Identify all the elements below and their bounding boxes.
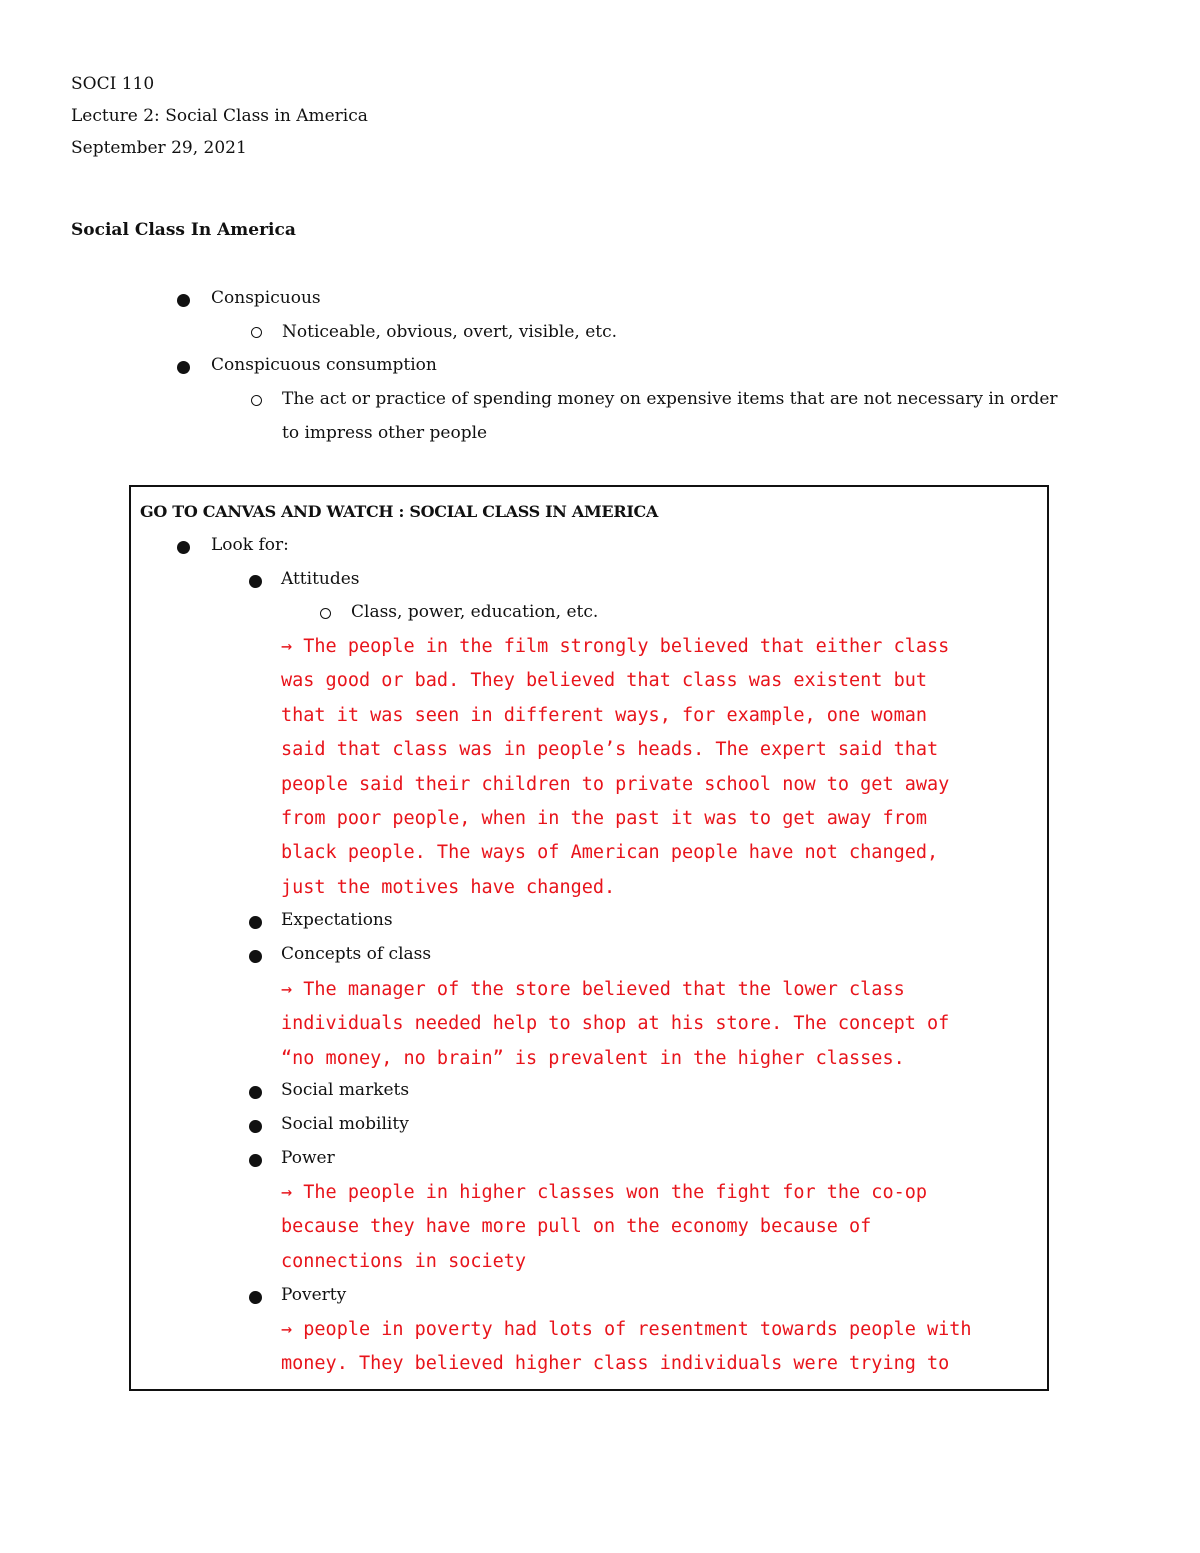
bullet-disc-icon — [249, 575, 262, 588]
note-line: was good or bad. They believed that class was existent but — [281, 670, 928, 692]
note-line: “no money, no brain” is prevalent in the higher classes. — [281, 1047, 905, 1069]
bullet-disc-icon — [249, 916, 262, 929]
note-line: black people. The ways of American people have not changed, — [281, 842, 939, 864]
bullet-disc-icon — [249, 950, 262, 963]
note-line: just the motives have changed. — [281, 876, 616, 898]
list-item-concepts: Concepts of class — [281, 944, 432, 964]
list-item-social-mobility: Social mobility — [281, 1114, 409, 1134]
list-item: Class, power, education, etc. — [351, 602, 599, 622]
note-line: said that class was in people’s heads. The expert said that — [281, 739, 939, 761]
note-line: → people in poverty had lots of resentment towards people with — [281, 1319, 972, 1340]
section-title: Social Class In America — [71, 220, 296, 240]
bullet-disc-icon — [249, 1154, 262, 1167]
list-item: Noticeable, obvious, overt, visible, etc. — [282, 322, 618, 342]
bullet-disc-icon — [177, 294, 190, 307]
power-note — [281, 1176, 927, 1279]
note-line: → The people in the film strongly believed that either class — [281, 636, 950, 657]
list-item: Conspicuous — [211, 288, 321, 308]
note-line: → The people in higher classes won the fight for the co-op — [281, 1182, 928, 1203]
bullet-disc-icon — [177, 541, 190, 554]
note-line: that it was seen in different ways, for example, one woman — [281, 704, 928, 726]
note-line: → The manager of the store believed that the lower class — [281, 979, 905, 1000]
lecture-title: Lecture 2: Social Class in America — [71, 106, 368, 126]
list-item: The act or practice of spending money on expensive items that are not necessary in order — [282, 389, 1058, 409]
concepts-note — [281, 973, 949, 1076]
list-item-poverty: Poverty — [281, 1285, 347, 1305]
list-item-power: Power — [281, 1148, 335, 1168]
list-item: Conspicuous consumption — [211, 355, 437, 375]
list-item-look-for: Look for: — [211, 535, 289, 555]
list-item-expectations: Expectations — [281, 910, 393, 930]
bullet-disc-icon — [249, 1291, 262, 1304]
course-code: SOCI 110 — [71, 74, 155, 94]
note-line: money. They believed higher class individuals were trying to — [281, 1353, 950, 1375]
note-line: individuals needed help to shop at his store. The concept of — [281, 1013, 950, 1035]
note-line: because they have more pull on the economy because of — [281, 1216, 872, 1238]
note-line: connections in society — [281, 1250, 527, 1272]
note-line: people said their children to private school now to get away — [281, 773, 950, 795]
poverty-note — [281, 1313, 972, 1382]
bullet-disc-icon — [249, 1120, 262, 1133]
bullet-circle-icon — [251, 327, 262, 338]
bullet-disc-icon — [249, 1086, 262, 1099]
attitudes-note — [281, 630, 949, 905]
note-line: from poor people, when in the past it was to get away from — [281, 807, 928, 829]
box-title: GO TO CANVAS AND WATCH : SOCIAL CLASS IN AMERICA — [140, 502, 659, 521]
list-item-continuation: to impress other people — [282, 423, 488, 443]
list-item-attitudes: Attitudes — [281, 569, 360, 589]
bullet-circle-icon — [251, 395, 262, 406]
lecture-date: September 29, 2021 — [71, 138, 247, 158]
bullet-circle-icon — [320, 608, 331, 619]
bullet-disc-icon — [177, 361, 190, 374]
list-item-social-markets: Social markets — [281, 1080, 410, 1100]
